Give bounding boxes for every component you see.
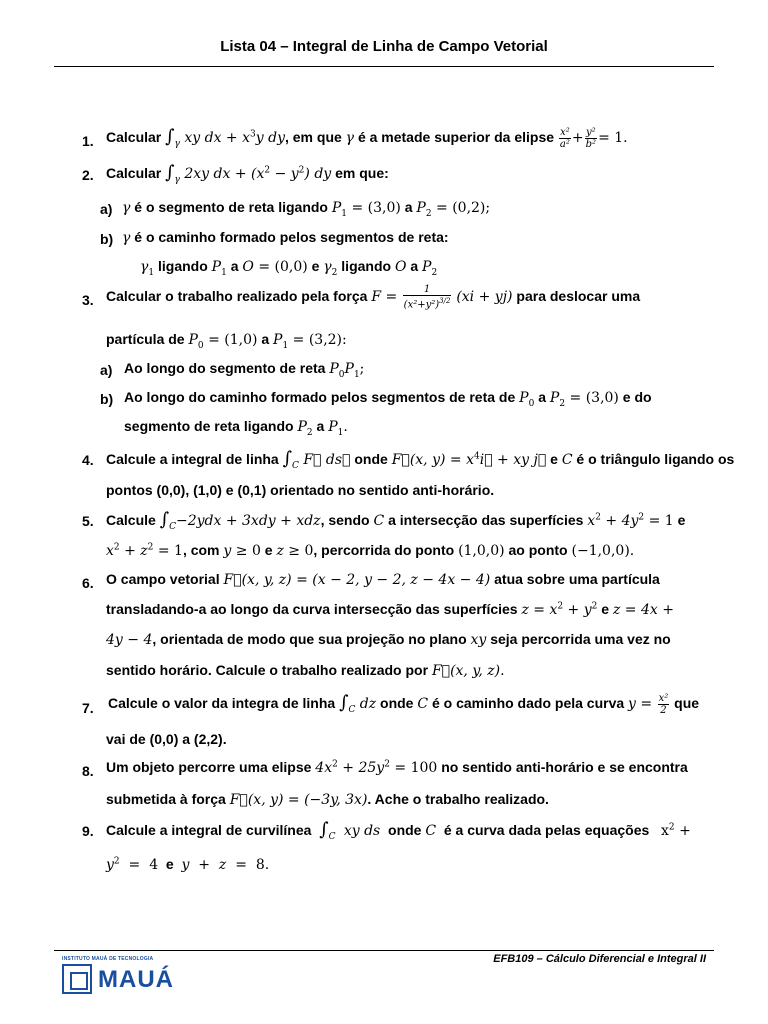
header-divider — [54, 66, 714, 67]
question-6-cont3: sentido horário. Calcule o trabalho realizado por F⃗(x, y, z). — [106, 662, 505, 679]
question-6-cont2: 4y − 4, orientada de modo que sua projeção no plano xy seja percorrida uma vez no — [106, 631, 671, 648]
question-4: Calcule a integral de linha $\int_C$ F⃗ ds⃗ onde F⃗(x, $y) = x^4i⃗$ + xy j⃗ e C é o triângulo ligando os — [106, 448, 735, 471]
question-3a: Ao longo do segmento de reta $P_0P_1$; — [124, 360, 365, 380]
question-8: Um objeto percorre uma elipse $4x^2 + 25y^2 = 100$ no sentido anti-horário e se encontra — [106, 759, 688, 776]
item-number: 8. — [82, 763, 94, 779]
question-5: Calcule $\int_C-2ydx + 3xdy$ + xdz, sendo C a intersecção das superfícies $x^2 + 4y^2 = 1$ e — [106, 509, 686, 532]
item-letter: a) — [100, 201, 113, 217]
question-3-cont: partícula de $P_0 = (1,0)$ a $P_1 = (3,2)$: — [106, 331, 347, 351]
item-number: 9. — [82, 823, 94, 839]
question-9-cont: $y^2 = 4$ e y + z = 8. — [106, 856, 270, 873]
question-2: Calcular $\int_\gamma$ 2xy dx + $(x^2 - y^2)$ dy em que: — [106, 162, 389, 185]
item-number: 5. — [82, 513, 94, 529]
question-2b: γ é o caminho formado pelos segmentos de reta: — [122, 229, 449, 246]
maua-logo — [62, 956, 172, 996]
question-1: Calcular $\int_\gamma$ xy dx + $x^3y$ dy, em que γ é a metade superior da elipse $\frac{\text{x²}}{\text{a²}}$ + $\frac{\text{y²}}{\text{b²}}$ = 1. — [106, 126, 628, 150]
question-8-cont: submetida à força F⃗(x, y) = (−3y, 3x). Ache o trabalho realizado. — [106, 791, 549, 808]
question-9: Calcule a integral de curvilínea $\int_C$ xy ds onde C é a curva dada pelas equações $x^2$ + — [106, 819, 691, 842]
item-letter: b) — [100, 391, 114, 407]
logo-icon — [62, 964, 92, 994]
question-7-cont: vai de (0,0) a (2,2). — [106, 731, 227, 747]
logo-name: MAUÁ — [98, 966, 174, 993]
question-3: Calcular o trabalho realizado pela força F = $\frac{1}{(x^2+y^2)^{3/2}}$ (xi + yj) para deslocar uma — [106, 284, 641, 311]
question-3b: Ao longo do caminho formado pelos segmentos de reta de $P_0$ a $P_2 = (3,0)$ e do — [124, 389, 652, 409]
page-title: Lista 04 – Integral de Linha de Campo Vetorial — [220, 38, 548, 55]
question-7: Calcule o valor da integra de linha $\int_C$ dz onde C é o caminho dado pela curva y = $\frac{\text{x²}}{2}$ que — [108, 692, 700, 716]
question-4-cont: pontos (0,0), (1,0) e (0,1) orientado no sentido anti-horário. — [106, 482, 495, 498]
item-number: 3. — [82, 292, 94, 308]
item-letter: a) — [100, 362, 113, 378]
logo-top-text: INSTITUTO MAUÁ DE TECNOLOGIA — [62, 956, 154, 962]
footer-divider — [54, 950, 714, 951]
item-number: 7. — [82, 700, 94, 716]
item-number: 1. — [82, 133, 94, 149]
item-number: 4. — [82, 452, 94, 468]
item-letter: b) — [100, 231, 114, 247]
question-3b-cont: segmento de reta ligando $P_2$ a $P_1$. — [124, 418, 348, 438]
item-number: 2. — [82, 167, 94, 183]
question-5-cont: $x^2 + z^2 = 1$, com y ≥ 0 e z ≥ 0, percorrida do ponto (1,0,0) ao ponto (−1,0,0). — [106, 542, 635, 559]
question-2b-cont: $\gamma_1$ ligando $P_1$ a O = (0,0) e $\gamma_2$ ligando O a $P_2$ — [140, 258, 438, 278]
question-6-cont: transladando-a ao longo da curva intersecção das superfícies $z = x^2 + y^2$ e z = 4x + — [106, 601, 674, 618]
footer-course: EFB109 – Cálculo Diferencial e Integral II — [493, 953, 706, 965]
question-2a: γ é o segmento de reta ligando $P_1 = (3,0)$ a $P_2 = (0,2)$; — [122, 199, 491, 219]
question-6: O campo vetorial F⃗(x, y, z) = (x − 2, y − 2, z − 4x − 4) atua sobre uma partícula — [106, 571, 660, 588]
item-number: 6. — [82, 575, 94, 591]
